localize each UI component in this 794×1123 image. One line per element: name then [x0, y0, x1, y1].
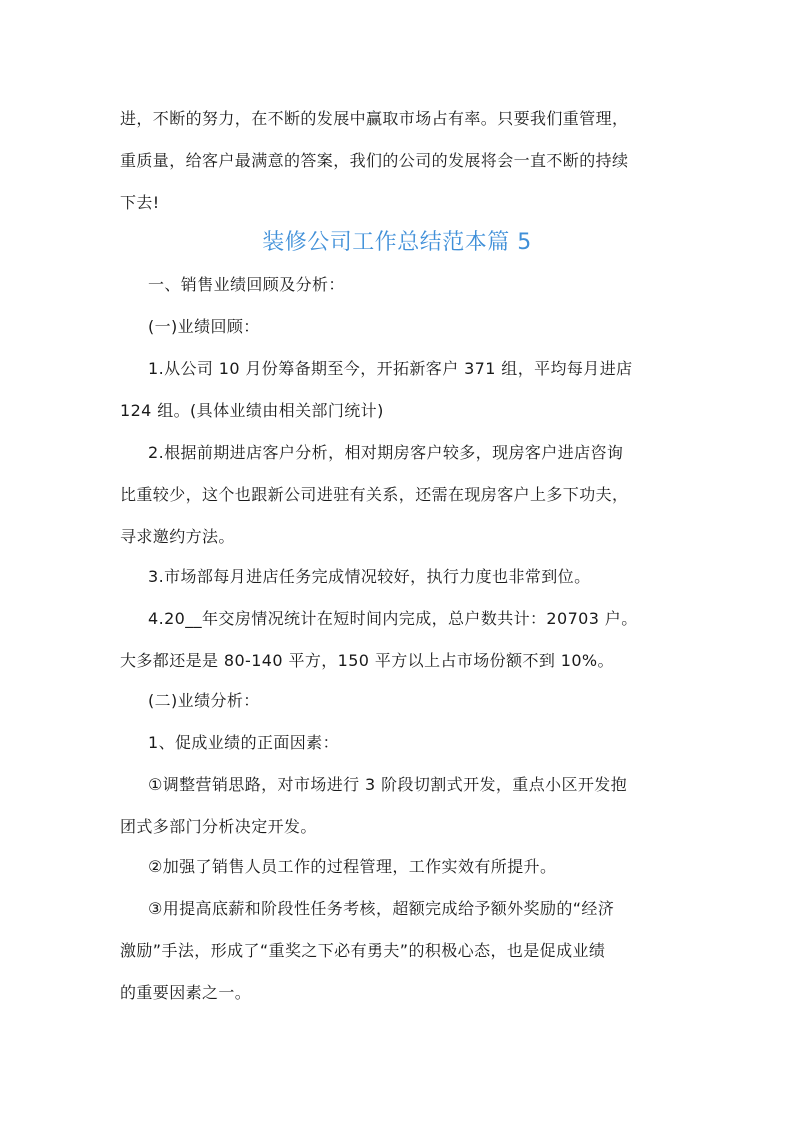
paragraph-line: 激励”手法，形成了“重奖之下必有勇夫”的积极心态，也是促成业绩	[120, 941, 606, 960]
paragraph-line: 比重较少，这个也跟新公司进驻有关系，还需在现房客户上多下功夫，	[120, 485, 629, 504]
paragraph-line: 1、促成业绩的正面因素：	[148, 733, 339, 752]
paragraph-line: ③用提高底薪和阶段性任务考核，超额完成给予额外奖励的“经济	[148, 899, 615, 918]
paragraph-line: 大多都还是是 80-140 平方，150 平方以上占市场份额不到 10%。	[120, 651, 614, 670]
paragraph-line: 124 组。(具体业绩由相关部门统计)	[120, 401, 384, 420]
paragraph-line: 的重要因素之一。	[120, 983, 252, 1002]
section-title: 装修公司工作总结范本篇 5	[262, 230, 532, 255]
paragraph-line: 3.市场部每月进店任务完成情况较好，执行力度也非常到位。	[148, 567, 591, 586]
section-heading: 一、销售业绩回顾及分析：	[148, 275, 345, 294]
paragraph-line: 4.20__年交房情况统计在短时间内完成，总户数共计：20703 户。	[148, 609, 638, 628]
paragraph-line: 团式多部门分析决定开发。	[120, 817, 317, 836]
paragraph-line: 进，不断的努力，在不断的发展中赢取市场占有率。只要我们重管理，	[120, 109, 629, 128]
subsection-heading: (二)业绩分析：	[148, 691, 260, 710]
paragraph-line: ①调整营销思路，对市场进行 3 阶段切割式开发，重点小区开发抱	[148, 775, 628, 794]
subsection-heading: (一)业绩回顾：	[148, 317, 260, 336]
paragraph-line: 重质量，给客户最满意的答案，我们的公司的发展将会一直不断的持续	[120, 151, 629, 170]
paragraph-line: 2.根据前期进店客户分析，相对期房客户较多，现房客户进店咨询	[148, 443, 624, 462]
paragraph-line: ②加强了销售人员工作的过程管理，工作实效有所提升。	[148, 857, 557, 876]
paragraph-line: 下去!	[120, 193, 160, 212]
paragraph-line: 寻求邀约方法。	[120, 527, 235, 546]
paragraph-line: 1.从公司 10 月份筹备期至今，开拓新客户 371 组，平均每月进店	[148, 359, 633, 378]
